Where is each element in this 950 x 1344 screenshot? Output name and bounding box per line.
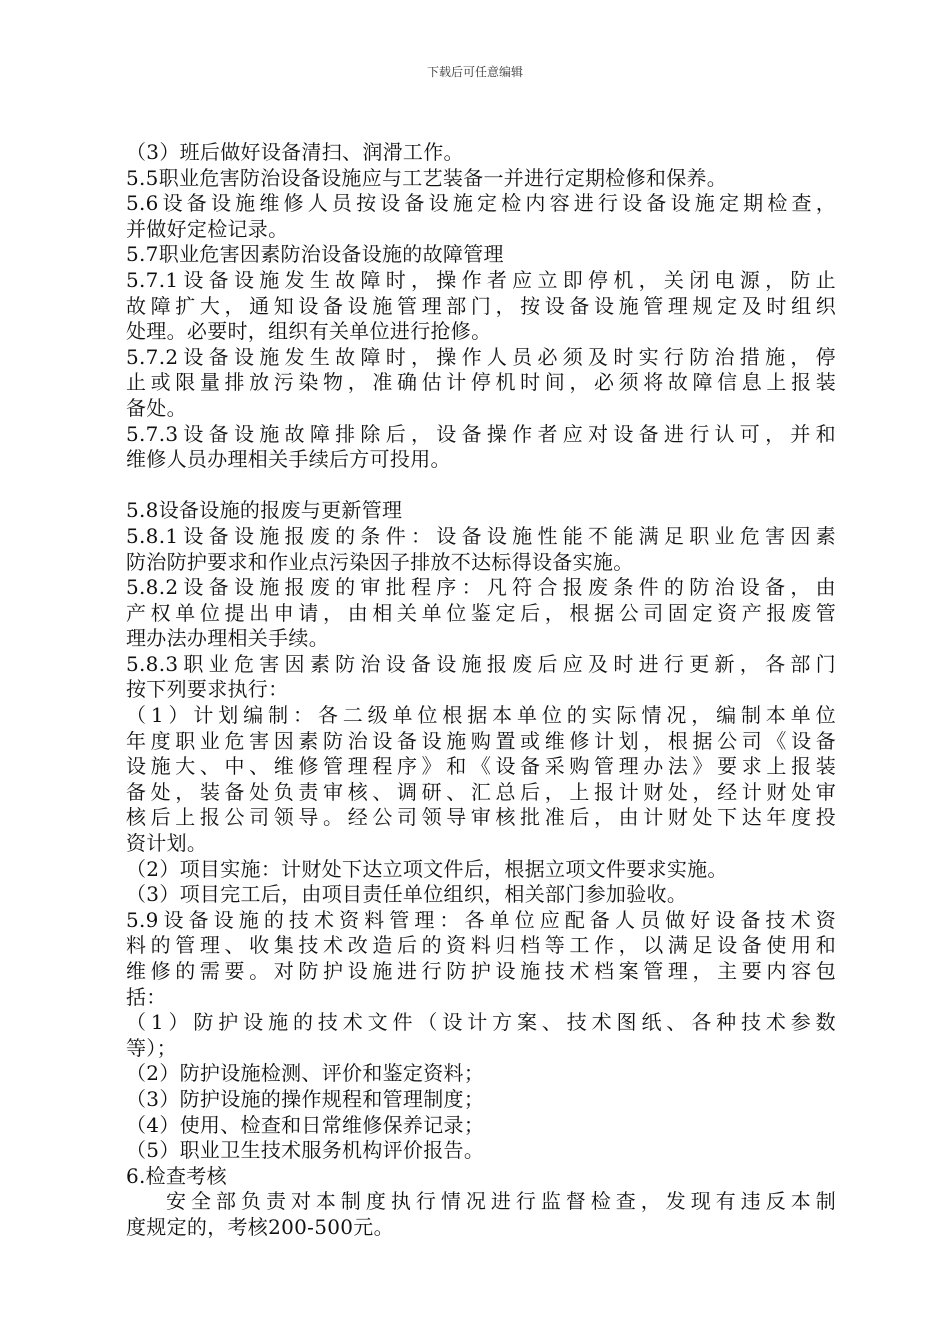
list-item: （3）防护设施的操作规程和管理制度； — [126, 1086, 485, 1111]
text-line: 备处。 — [126, 395, 187, 420]
text-line: 年度职业危害因素防治设备设施购置或维修计划，根据公司《设备 — [126, 728, 836, 753]
text-line: 理办法办理相关手续。 — [126, 626, 329, 651]
text-line: 故障扩大，通知设备设施管理部门，按设备设施管理规定及时组织 — [126, 293, 836, 318]
section-heading: 5.7职业危害因素防治设备设施的故障管理 — [126, 242, 504, 267]
text-line: 处理。必要时，组织有关单位进行抢修。 — [126, 319, 492, 344]
list-item: （4）使用、检查和日常维修保养记录； — [126, 1112, 485, 1137]
list-item: （5）职业卫生技术服务机构评价报告。 — [126, 1138, 485, 1163]
text-line: 产权单位提出申请，由相关单位鉴定后，根据公司固定资产报废管 — [126, 600, 836, 625]
text-line: 防治防护要求和作业点污染因子排放不达标得设备实施。 — [126, 549, 634, 574]
text-line: 5.9设备设施的技术资料管理：各单位应配备人员做好设备技术资 — [126, 907, 836, 932]
text-line: 安全部负责对本制度执行情况进行监督检查，发现有违反本制 — [166, 1189, 836, 1214]
section-heading: 6.检查考核 — [126, 1163, 227, 1188]
document-body — [126, 140, 836, 1241]
text-line: （2）项目实施：计财处下达立项文件后，根据立项文件要求实施。 — [126, 856, 728, 881]
list-item: （2）防护设施检测、评价和鉴定资料； — [126, 1061, 485, 1086]
text-line: 等）； — [126, 1035, 177, 1060]
text-line: （1）计划编制：各二级单位根据本单位的实际情况，编制本单位 — [126, 703, 836, 728]
text-line: 并做好定检记录。 — [126, 216, 289, 241]
text-line: 维修人员办理相关手续后方可投用。 — [126, 447, 451, 472]
text-line: 设施大、中、维修管理程序》和《设备采购管理办法》要求上报装 — [126, 754, 836, 779]
text-line: 括： — [126, 984, 167, 1009]
text-line: 止或限量排放污染物，准确估计停机时间，必须将故障信息上报装 — [126, 370, 836, 395]
page-header: 下载后可任意编辑 — [426, 65, 523, 79]
text-line: 料的管理、收集技术改造后的资料归档等工作，以满足设备使用和 — [126, 933, 836, 958]
text-line: 维修的需要。对防护设施进行防护设施技术档案管理，主要内容包 — [126, 959, 836, 983]
text-line: 5.7.1设备设施发生故障时，操作者应立即停机，关闭电源，防止 — [126, 267, 836, 292]
text-line: 5.7.2设备设施发生故障时，操作人员必须及时实行防治措施，停 — [126, 344, 836, 369]
text-line: （3）班后做好设备清扫、润滑工作。 — [126, 140, 464, 164]
text-line: 备处，装备处负责审核、调研、汇总后，上报计财处，经计财处审 — [126, 779, 836, 804]
blank-line — [126, 473, 836, 499]
text-line: 度规定的，考核200-500元。 — [126, 1214, 394, 1239]
text-line: 资计划。 — [126, 831, 208, 856]
text-line: （3）项目完工后，由项目责任单位组织，相关部门参加验收。 — [126, 882, 688, 907]
text-line: （1）防护设施的技术文件（设计方案、技术图纸、各种技术参数 — [126, 1010, 836, 1035]
text-line: 5.8.3职业危害因素防治设备设施报废后应及时进行更新，各部门 — [126, 651, 836, 676]
text-line: 5.5职业危害防治设备设施应与工艺装备一并进行定期检修和保养。 — [126, 165, 728, 190]
text-line: 5.7.3设备设施故障排除后，设备操作者应对设备进行认可，并和 — [126, 421, 836, 446]
section-heading: 5.8设备设施的报废与更新管理 — [126, 498, 403, 523]
text-line: 5.6设备设施维修人员按设备设施定检内容进行设备设施定期检查， — [126, 191, 836, 216]
text-line: 5.8.2设备设施报废的审批程序：凡符合报废条件的防治设备，由 — [126, 575, 836, 600]
text-line: 按下列要求执行： — [126, 677, 289, 702]
text-line: 5.8.1设备设施报废的条件：设备设施性能不能满足职业危害因素 — [126, 523, 836, 548]
text-line: 核后上报公司领导。经公司领导审核批准后，由计财处下达年度投 — [126, 805, 836, 830]
